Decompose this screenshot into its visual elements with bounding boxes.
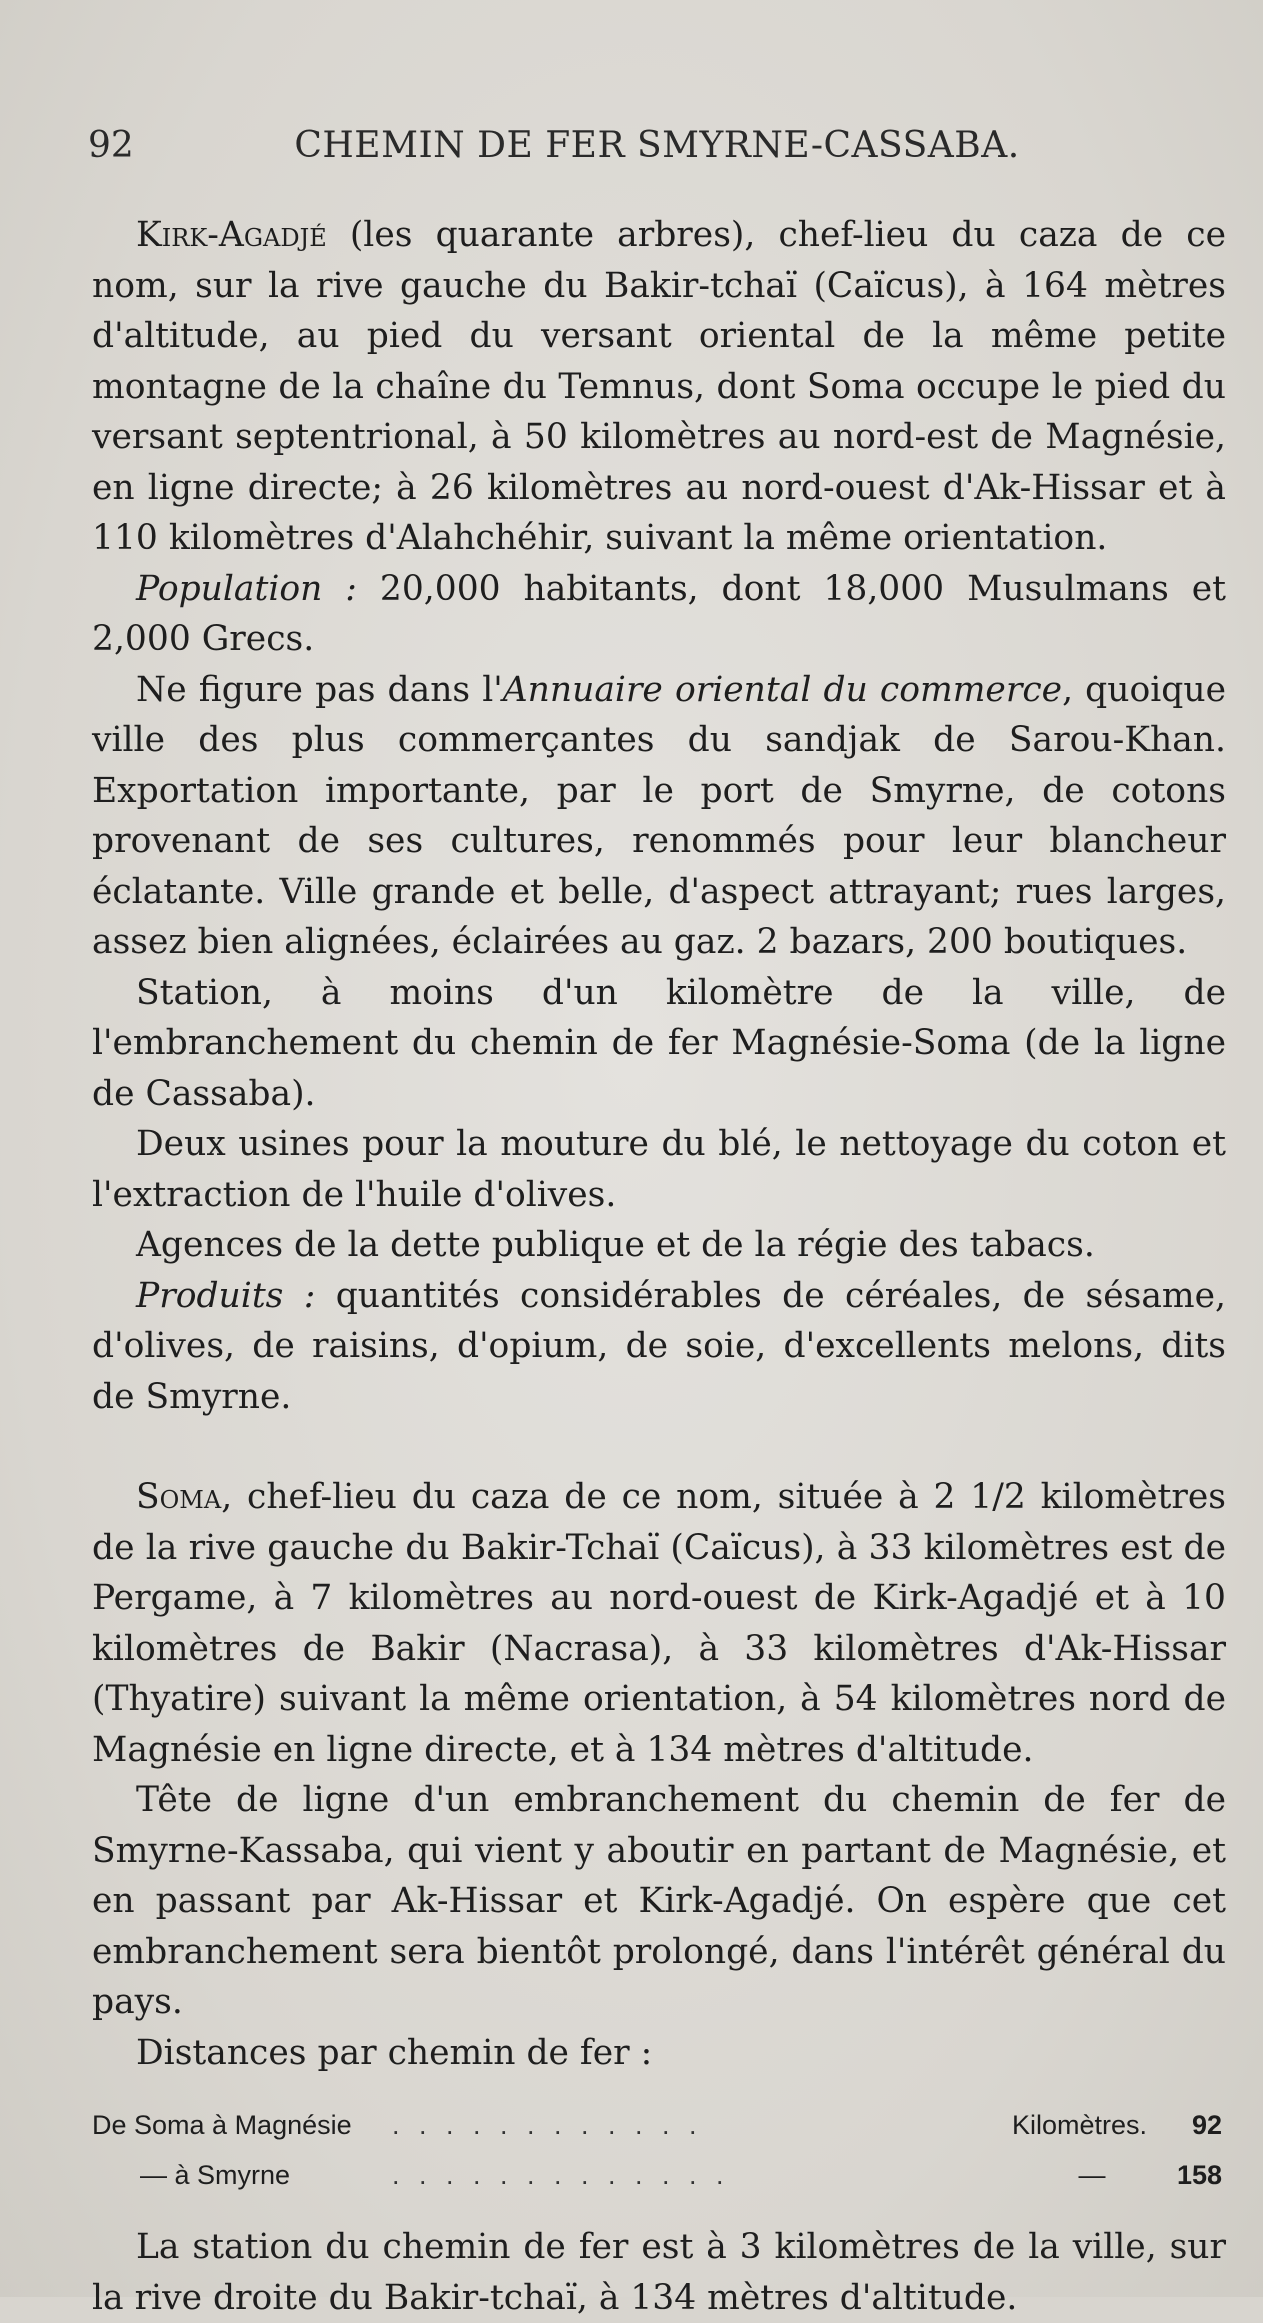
distances-gap-after: [92, 2200, 1226, 2222]
commerce-text-end: , quoique ville des plus commerçantes du sandjak de Sarou-Khan. Exportation importante, par le port de Smyrne, de cotons provenant de ses cultures, renommés pour leur blancheur éclatante. Ville grande et belle, d'aspect attrayant; rues larges, assez bien alignées, éclairées au gaz. 2 bazars, 200 boutiques.: [92, 669, 1227, 962]
distance-row-magnesie: [92, 2100, 1226, 2150]
population-text: 20,000 habitants, dont 18,000 Musulmans et 2,000 Grecs.: [92, 568, 1226, 659]
soma-distances-heading: Distances par chemin de fer :: [136, 2032, 653, 2073]
distance-value: 158: [1176, 2160, 1222, 2190]
soma-name: Soma: [136, 1477, 222, 1517]
distance-unit: Kilomètres.: [1012, 2110, 1148, 2140]
distance-leader-dots: . . . . . . . . . . . .: [392, 2110, 703, 2140]
soma-intro: [92, 1472, 1226, 1775]
distance-from: De Soma à Magnésie: [92, 2110, 352, 2140]
population-label: Population :: [136, 568, 357, 609]
annuaire-title: Annuaire oriental du commerce: [502, 669, 1063, 710]
distance-from: — à Smyrne: [140, 2160, 291, 2190]
running-title: CHEMIN DE FER SMYRNE-CASSABA.: [294, 125, 1020, 166]
kirk-products-paragraph: [92, 1271, 1226, 1423]
commerce-text-start: Ne figure pas dans l': [136, 669, 503, 710]
soma-description: , chef-lieu du caza de ce nom, située à 2 1/2 kilomètres de la rive gauche du Bakir-Tchaï (Caïcus), à 33 kilomètres est de Pergame, à 7 kilomètres au nord-ouest de Kirk-Agadjé et à 10 kilomètres de Bakir (Nacrasa), à 33 kilomètres d'Ak-Hissar (Thyatire) suivant la même orientation, à 54 kilomètres nord de Magnésie en ligne directe, et à 134 mètres d'altitude.: [92, 1477, 1226, 1770]
kirk-factories-paragraph: Deux usines pour la mouture du blé, le nettoyage du coton et l'extraction de l'huile d'olives.: [92, 1124, 1226, 1215]
page-number: 92: [88, 125, 134, 166]
distance-leader-dots: . . . . . . . . . . . . .: [392, 2160, 730, 2190]
kirk-agencies-paragraph: Agences de la dette publique et de la régie des tabacs.: [136, 1225, 1095, 1265]
kirk-agadje-intro: [92, 210, 1226, 564]
kirk-agadje-name: Kirk-Agadjé: [136, 215, 327, 255]
section-gap: [92, 1422, 1226, 1472]
distances-gap: [92, 2078, 1226, 2100]
soma-station-paragraph: La station du chemin de fer est à 3 kilomètres de la ville, sur la rive droite du Bakir-tchaï, à 134 mètres d'altitude.: [92, 2227, 1226, 2318]
kirk-population-paragraph: [92, 564, 1226, 665]
body-text: [92, 210, 1226, 2323]
produits-label: Produits :: [136, 1275, 316, 1316]
kirk-commerce-paragraph: [92, 665, 1226, 968]
page-header: [88, 122, 1226, 170]
products-text: quantités considérables de céréales, de sésame, d'olives, de raisins, d'opium, de soie, d'excellents melons, dits de Smyrne.: [92, 1275, 1227, 1417]
distance-unit: —: [1078, 2160, 1106, 2190]
kirk-agadje-description: (les quarante arbres), chef-lieu du caza de ce nom, sur la rive gauche du Bakir-tchaï (Caïcus), à 164 mètres d'altitude, au pied du versant oriental de la même petite montagne de la chaîne du Temnus, dont Soma occupe le pied du versant septentrional, à 50 kilomètres au nord-est de Magnésie, en ligne directe; à 26 kilomètres au nord-ouest d'Ak-Hissar et à 110 kilomètres d'Alahchéhir, suivant la même orientation.: [92, 215, 1226, 558]
kirk-station-paragraph: Station, à moins d'un kilomètre de la ville, de l'embranchement du chemin de fer Magnésie-Soma (de la ligne de Cassaba).: [92, 972, 1226, 1114]
soma-railway-paragraph: Tête de ligne d'un embranchement du chemin de fer de Smyrne-Kassaba, qui vient y aboutir en partant de Magnésie, et en passant par Ak-Hissar et Kirk-Agadjé. On espère que cet embranchement sera bientôt prolongé, dans l'intérêt général du pays.: [92, 1780, 1226, 2022]
distance-value: 92: [1191, 2110, 1222, 2140]
distance-row-smyrne: [92, 2150, 1226, 2200]
